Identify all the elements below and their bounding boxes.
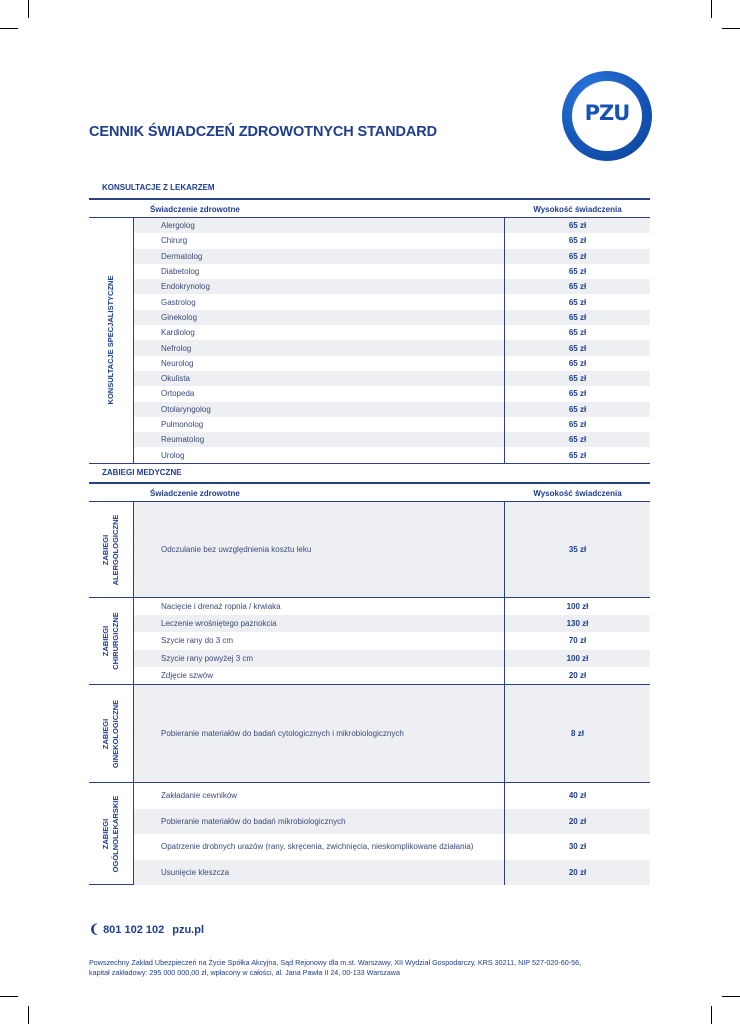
column-header-service: Świadczenie zdrowotne [150, 205, 240, 214]
table-row [134, 371, 650, 386]
service-name: Urolog [134, 447, 505, 462]
table-row [134, 685, 650, 782]
phone-number[interactable]: 801 102 102 [103, 924, 165, 936]
service-amount: 30 zł [568, 842, 587, 852]
service-amount: 35 zł [505, 502, 650, 597]
table-row [134, 783, 650, 809]
service-amount: 65 zł [505, 279, 650, 294]
service-name: Zdjęcie szwów [134, 667, 505, 684]
table-row [134, 615, 650, 632]
table-row [134, 860, 650, 886]
crop-mark [711, 1006, 712, 1024]
service-amount: 65 zł [568, 328, 587, 338]
table-row [134, 264, 650, 279]
service-name: Szycie rany powyżej 3 cm [134, 650, 505, 667]
service-amount: 65 zł [505, 218, 650, 233]
section-label-procedures: ZABIEGI MEDYCZNE [102, 468, 182, 477]
group-general [89, 783, 650, 885]
table-row [134, 402, 650, 417]
service-amount: 65 zł [505, 310, 650, 325]
footer-line: kapitał zakładowy: 295 000 000,00 zł, wpłacony w całości, al. Jana Pawła II 24, 00-133 Warszawa [89, 968, 400, 977]
service-name: Endokrynolog [134, 279, 505, 294]
service-name: Ginekolog [134, 310, 505, 325]
service-name: Alergolog [134, 218, 505, 233]
group-specialist [89, 218, 650, 464]
table-row [134, 598, 650, 615]
service-name: Okulista [134, 371, 505, 386]
crop-mark [28, 0, 29, 18]
service-name: Chirurg [134, 233, 505, 248]
table-row [134, 325, 650, 340]
table-row [134, 386, 650, 401]
service-name: Diabetolog [134, 264, 505, 279]
service-amount: 65 zł [568, 267, 587, 277]
table-row [134, 279, 650, 294]
table-row [134, 218, 650, 233]
group-label-text: ZABIEGI ALERGOLOGICZNE [101, 514, 120, 585]
table-row [134, 667, 650, 684]
service-amount: 65 zł [568, 450, 587, 460]
group-label [89, 685, 134, 782]
service-amount: 100 zł [566, 602, 589, 612]
service-amount: 70 zł [568, 636, 587, 646]
service-amount: 65 zł [568, 297, 587, 307]
service-amount: 65 zł [505, 340, 650, 355]
group-label-text: KONSULTACJE SPECJALISTYCZNE [106, 275, 115, 405]
pzu-logo [562, 71, 652, 161]
consultations-table [89, 198, 650, 464]
table-row [134, 834, 650, 860]
legal-footer [89, 958, 649, 978]
service-name: Ortopeda [134, 386, 505, 401]
contact-line [89, 922, 204, 936]
service-amount: 8 zł [505, 685, 650, 782]
table-row [134, 809, 650, 835]
group-label-text: ZABIEGI OGÓLNOLEKARSKIE [101, 795, 120, 872]
phone-icon: ❨ [89, 922, 100, 936]
group-gynecology [89, 685, 650, 783]
crop-mark [0, 996, 18, 997]
service-name: Gastrolog [134, 294, 505, 309]
service-name: Pobieranie materiałów do badań cytologicznych i mikrobiologicznych [134, 685, 505, 782]
table-row [134, 447, 650, 462]
service-amount: 65 zł [568, 389, 587, 399]
service-name: Nefrolog [134, 340, 505, 355]
service-name: Zakładanie cewników [134, 783, 505, 809]
service-amount: 20 zł [505, 809, 650, 835]
service-amount: 20 zł [568, 670, 587, 680]
service-amount: 100 zł [505, 650, 650, 667]
table-row [134, 294, 650, 309]
service-name: Kardiolog [134, 325, 505, 340]
website-link[interactable]: pzu.pl [172, 924, 205, 936]
service-name: Reumatolog [134, 432, 505, 447]
column-header-service: Świadczenie zdrowotne [150, 489, 240, 498]
service-name: Pobieranie materiałów do badań mikrobiologicznych [134, 809, 505, 835]
procedures-table [89, 482, 650, 885]
service-amount: 65 zł [505, 402, 650, 417]
column-header-amount: Wysokość świadczenia [533, 489, 622, 498]
service-name: Odczulanie bez uwzględnienia kosztu leku [134, 502, 505, 597]
service-amount: 65 zł [568, 236, 587, 246]
service-amount: 65 zł [568, 420, 587, 429]
table-header [89, 482, 650, 502]
crop-mark [722, 996, 740, 997]
crop-mark [711, 0, 712, 18]
column-header-amount: Wysokość świadczenia [533, 205, 622, 214]
group-label [89, 598, 134, 684]
service-name: Szycie rany do 3 cm [134, 632, 505, 649]
service-amount: 65 zł [568, 358, 587, 368]
service-name: Usunięcie kleszcza [134, 860, 505, 886]
page-title: CENNIK ŚWIADCZEŃ ZDROWOTNYCH STANDARD [89, 124, 438, 140]
crop-mark [722, 28, 740, 29]
table-row [134, 432, 650, 447]
service-amount: 65 zł [505, 432, 650, 447]
crop-mark [0, 28, 18, 29]
group-label [89, 502, 134, 597]
group-label-text: ZABIEGI CHIRURGICZNE [101, 612, 120, 670]
service-amount: 20 zł [505, 860, 650, 886]
group-label [89, 783, 134, 884]
service-amount: 65 zł [505, 371, 650, 386]
table-row [134, 356, 650, 371]
table-row [134, 340, 650, 355]
group-label [89, 218, 134, 463]
service-name: Neurolog [134, 356, 505, 371]
group-label-text: ZABIEGI GINEKOLOGICZNE [101, 699, 120, 768]
table-row [134, 310, 650, 325]
service-name: Pulmonolog [134, 417, 505, 432]
service-amount: 65 zł [505, 249, 650, 264]
footer-line: Powszechny Zakład Ubezpieczeń na Życie Spółka Akcyjna, Sąd Rejonowy dla m.st. Warszawy, XII Wydział Gospodarczy, KRS 30211, NIP 527-020-60-56, [89, 958, 582, 967]
table-row [134, 650, 650, 667]
section-label-consultations: KONSULTACJE Z LEKARZEM [102, 183, 215, 192]
group-allergology [89, 502, 650, 598]
service-name: Otolaryngolog [134, 402, 505, 417]
service-name: Leczenie wrośniętego paznokcia [134, 615, 505, 632]
service-name: Nacięcie i drenaż ropnia / krwiaka [134, 598, 505, 615]
logo-text: PZU [584, 101, 630, 125]
table-row [134, 233, 650, 248]
service-amount: 130 zł [505, 615, 650, 632]
table-header [89, 198, 650, 218]
service-name: Dermatolog [134, 249, 505, 264]
table-row [134, 632, 650, 649]
table-row [134, 502, 650, 597]
crop-mark [28, 1006, 29, 1024]
service-name: Opatrzenie drobnych urazów (rany, skręcenia, zwichnięcia, nieskomplikowane działania) [134, 834, 505, 860]
group-surgery [89, 598, 650, 685]
table-row [134, 417, 650, 432]
service-amount: 40 zł [568, 791, 587, 801]
table-row [134, 249, 650, 264]
